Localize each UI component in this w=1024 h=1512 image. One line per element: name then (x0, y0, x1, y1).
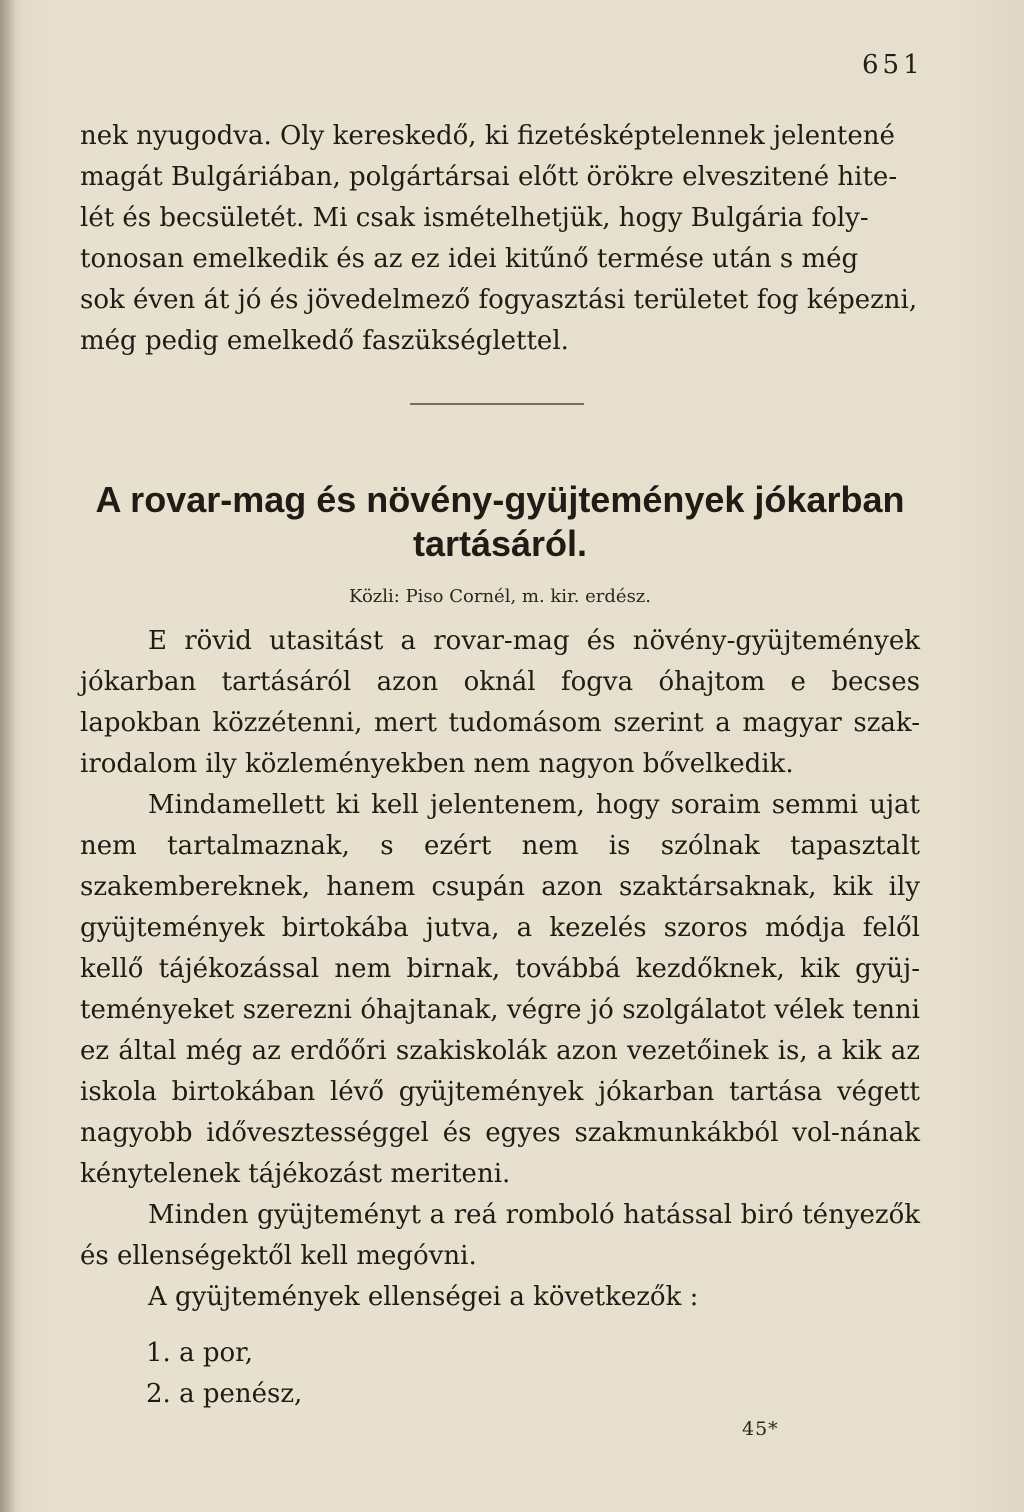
paragraph: Minden gyüjteményt a reá romboló hatással biró tényezők és ellenségektől kell megóvni. (80, 1200, 920, 1271)
list-item: 1. a por, (146, 1338, 253, 1368)
section-divider (410, 403, 584, 405)
article-body (80, 621, 920, 1318)
list-item: 2. a penész, (146, 1379, 303, 1409)
author-byline: Közli: Piso Cornél, m. kir. erdész. (348, 586, 652, 607)
paragraph: A gyüjtemények ellenségei a következők : (148, 1282, 699, 1312)
article-title-continued: tartásáról. (412, 523, 588, 564)
text-line: magát Bulgáriában, polgártársai előtt örökre elveszitené hite- (80, 162, 898, 192)
page-spine-shadow (0, 0, 16, 1512)
paragraph: E rövid utasitást a rovar-mag és növény-gyüjtemények jókarban tartásáról azon oknál fogva óhajtom e becses lapokban közzétenni, mert tudomásom szerint a magyar szak-irodalom ily közleményekben nem nagyon bővelkedik. (80, 626, 920, 779)
text-line: tonosan emelkedik és az ez idei kitűnő termése után s még (80, 244, 859, 274)
text-line: sok éven át jó és jövedelmező fogyasztási területet fog képezni, (80, 285, 918, 315)
article-title: A rovar-mag és növény-gyüjtemények jókarban (95, 479, 905, 520)
page-number: 651 (862, 50, 924, 80)
signature-mark: 45* (742, 1418, 779, 1440)
continued-text-block (80, 116, 920, 362)
text-line: lét és becsületét. Mi csak ismételhetjük, hogy Bulgária foly- (80, 203, 869, 233)
text-line: nek nyugodva. Oly kereskedő, ki fizetésképtelennek jelentené (80, 121, 895, 151)
paragraph: Mindamellett ki kell jelentenem, hogy soraim semmi ujat nem tartalmaznak, s ezért nem is szólnak tapasztalt szakembereknek, hanem csupán azon szaktársaknak, kik ily gyüjtemények birtokába jutva, a kezelés szoros módja felől kellő tájékozással nem birnak, továbbá kezdőknek, kik gyüj-teményeket szerezni óhajtanak, végre jó szolgálatot vélek tenni ez által még az erdőőri szakiskolák azon vezetőinek is, a kik az iskola birtokában lévő gyüjtemények jókarban tartása végett nagyobb idővesztességgel és egyes szakmunkákból vol-nának kénytelenek tájékozást meriteni. (80, 790, 920, 1189)
text-line: még pedig emelkedő faszükséglettel. (80, 326, 569, 356)
